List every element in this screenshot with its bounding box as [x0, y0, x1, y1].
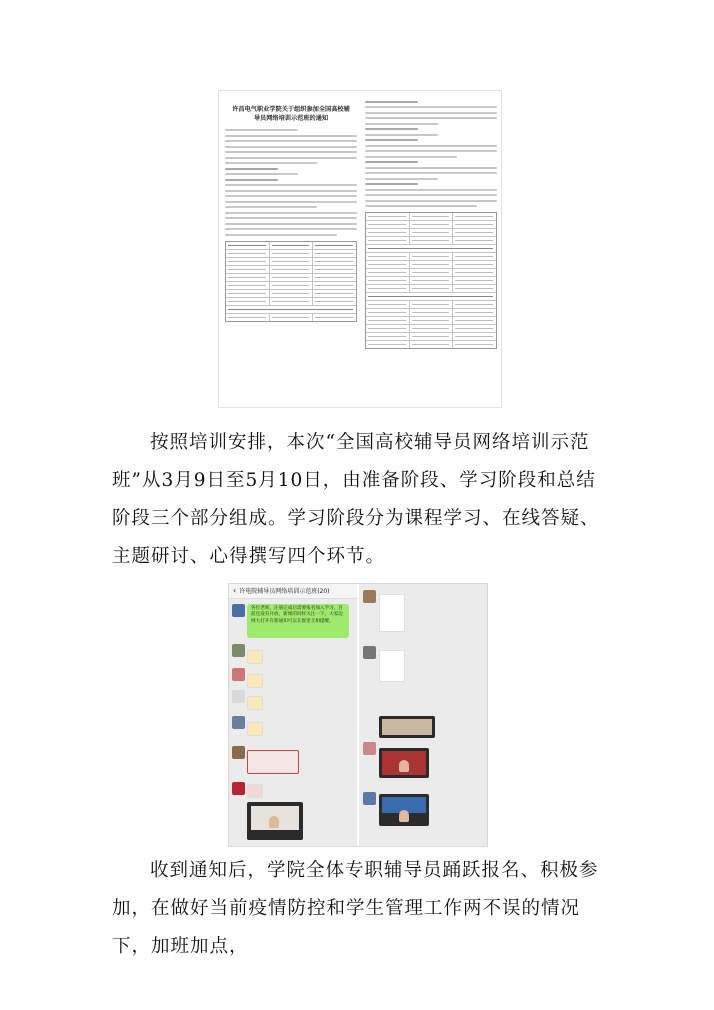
notice-document-image [218, 90, 502, 408]
file-card [379, 594, 405, 632]
paragraph-training-schedule-text: 按照培训安排，本次“全国高校辅导员网络培训示范班”从3月9日至5月10日，由准备阶段、学习阶段和总结阶段三个部分组成。学习阶段分为课程学习、在线答疑、主题研讨、心得撰写四个环节。 [112, 432, 600, 567]
avatar [363, 792, 376, 805]
file-card [379, 650, 405, 682]
notice-table-right [365, 212, 497, 349]
chat-message-text: 各位老师，注册完成后需要报名加入学习，目前还没有开放，新闻的同样关注一下，大家边网大打开有新通知可以在群里互相提醒。 [251, 606, 343, 624]
avatar [232, 746, 245, 759]
notice-right-column [365, 97, 497, 349]
notice-title-line-2: 导员网络培训示范班的通知 [253, 115, 329, 122]
video-message [379, 716, 435, 738]
chat-group-screenshot [228, 583, 488, 847]
avatar [363, 742, 376, 755]
back-arrow-icon: ‹ [233, 586, 237, 595]
avatar [232, 644, 245, 657]
chat-header [229, 584, 357, 599]
notice-table-left [225, 241, 357, 322]
notice-left-column [225, 97, 357, 322]
notice-title [225, 105, 357, 123]
chat-pane-right [359, 584, 487, 846]
video-message [379, 748, 429, 778]
notice-title-line-1: 许昌电气职业学院关于组织参加全国高校辅 [232, 106, 350, 113]
paragraph-participation-text: 收到通知后，学院全体专职辅导员踊跃报名、积极参加，在做好当前疫情防控和学生管理工作两不误的情况下，加班加点， [112, 860, 599, 957]
avatar [363, 646, 376, 659]
avatar [232, 716, 245, 729]
avatar [363, 590, 376, 603]
avatar [232, 690, 245, 703]
chat-group-title: 许电院辅导员网络培训示范班(20) [239, 588, 330, 595]
chat-pane-left [229, 584, 359, 846]
video-message [247, 802, 303, 840]
video-message [379, 794, 429, 826]
paragraph-training-schedule [112, 424, 612, 576]
avatar [232, 604, 245, 617]
chat-message-bubble [247, 604, 349, 638]
avatar [232, 782, 245, 795]
avatar [232, 668, 245, 681]
paragraph-participation [112, 852, 612, 966]
